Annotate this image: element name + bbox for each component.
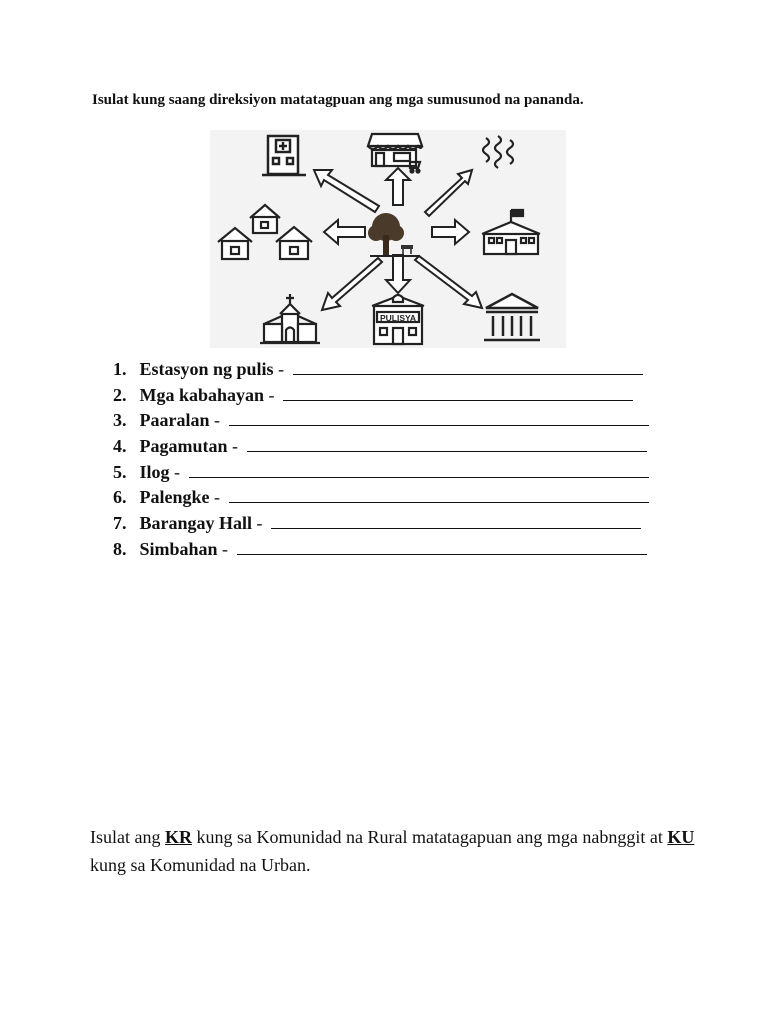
arrow-east	[432, 220, 469, 244]
arrow-southeast	[415, 256, 482, 308]
houses-icon	[218, 205, 312, 259]
answer-item	[113, 511, 673, 537]
answer-number: 7.	[113, 513, 127, 534]
answer-item	[113, 460, 673, 486]
answer-blank[interactable]	[271, 511, 641, 529]
answer-label: Estasyon ng pulis	[139, 359, 274, 379]
answer-number: 5.	[113, 461, 127, 482]
bottom-text-part: kung sa Komunidad na Urban.	[90, 855, 311, 875]
answer-dash: -	[264, 384, 275, 405]
answer-number: 4.	[113, 436, 127, 457]
arrow-northwest	[314, 170, 379, 212]
police-station-icon	[372, 295, 424, 344]
arrow-north	[386, 168, 410, 205]
answer-item	[113, 408, 673, 434]
answer-label: Mga kabahayan	[139, 384, 265, 405]
answer-blank[interactable]	[237, 537, 647, 555]
answer-item	[113, 383, 673, 409]
answer-item	[113, 537, 673, 563]
answer-dash: -	[209, 410, 220, 431]
bottom-text-part: Isulat ang	[90, 827, 165, 847]
answer-label: Simbahan	[139, 538, 218, 559]
answer-blank[interactable]	[189, 460, 649, 478]
arrow-south	[386, 255, 410, 293]
tree-with-bench-icon	[368, 213, 420, 256]
answer-label: Barangay Hall	[139, 513, 253, 534]
bottom-instruction	[90, 823, 710, 879]
answer-dash: -	[169, 461, 181, 482]
arrow-northeast	[425, 170, 472, 216]
answer-number: 3.	[113, 410, 127, 431]
code-kr: KR	[164, 827, 192, 847]
answer-label: Ilog	[139, 461, 170, 482]
arrow-west	[324, 220, 365, 244]
hospital-icon	[262, 136, 306, 175]
answer-blank[interactable]	[229, 408, 649, 426]
answer-number: 6.	[113, 487, 127, 508]
answer-label: Paaralan	[139, 410, 210, 431]
answer-item	[113, 357, 673, 383]
direction-figure	[210, 130, 566, 348]
instruction-heading: Isulat kung saang direksiyon matatagpuan ang mga sumusunod na pananda.	[92, 92, 584, 108]
code-ku: KU	[667, 827, 695, 847]
answer-dash: -	[227, 436, 239, 457]
answer-dash: -	[209, 487, 220, 508]
answer-blank[interactable]	[247, 434, 647, 452]
answer-number: 8.	[113, 538, 127, 559]
government-building-icon	[484, 294, 540, 340]
answer-dash: -	[252, 513, 263, 534]
bottom-text-part: kung sa Komunidad na Rural matatagapuan ang mga nabnggit at	[191, 827, 668, 847]
answer-item	[113, 485, 673, 511]
answer-item	[113, 434, 673, 460]
answer-dash: -	[273, 359, 285, 379]
answer-number: 2.	[113, 384, 127, 405]
answer-dash: -	[217, 538, 229, 559]
answer-list	[113, 357, 673, 563]
answer-blank[interactable]	[283, 383, 633, 401]
market-stall-icon	[368, 134, 422, 173]
answer-blank[interactable]	[293, 357, 643, 375]
police-sign: PULISYA	[379, 313, 417, 323]
river-icon	[483, 136, 513, 168]
church-icon	[260, 294, 320, 343]
school-icon	[482, 210, 540, 254]
answer-number: 1.	[113, 359, 127, 379]
answer-label: Palengke	[139, 487, 210, 508]
answer-label: Pagamutan	[139, 436, 228, 457]
answer-blank[interactable]	[229, 485, 649, 503]
arrow-southwest	[322, 258, 382, 310]
